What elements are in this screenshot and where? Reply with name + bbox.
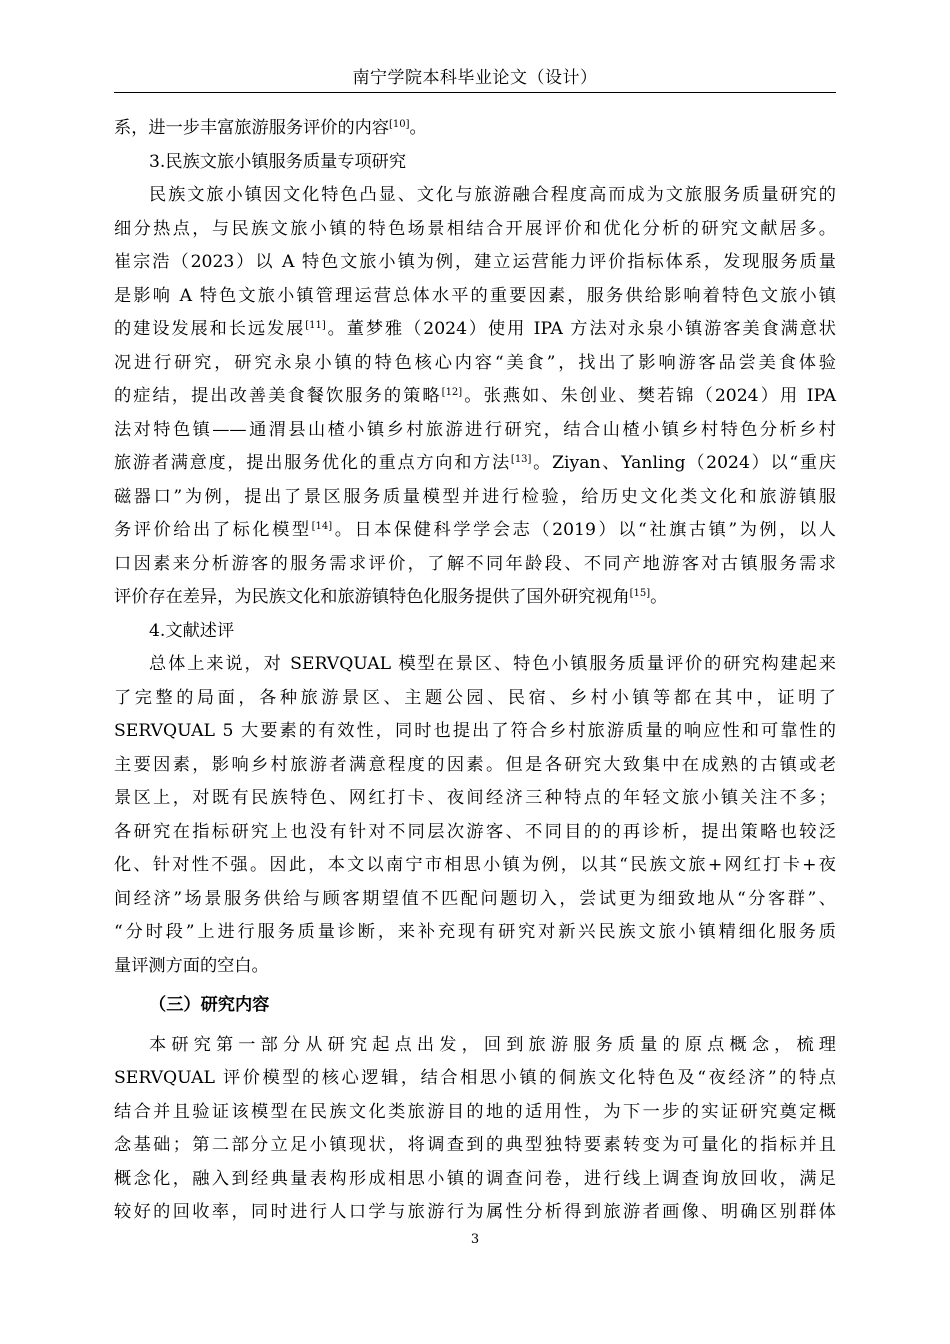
text-line: 磁器口”为例，提出了景区服务质量模型并进行检验，给历史文化类文化和旅游镇服 — [114, 486, 836, 507]
header-rule — [114, 92, 836, 93]
text-line: 量评测方面的空白。 — [114, 955, 269, 976]
citation: [13] — [510, 454, 532, 465]
section-heading: （三）研究内容 — [149, 995, 270, 1015]
page-number: 3 — [470, 1232, 480, 1247]
text-line: 的建设发展和长远发展[11]。董梦雅（2024）使用 IPA 方法对永泉小镇游客美食满意状 — [114, 319, 836, 339]
subsection-heading: 3.民族文旅小镇服务质量专项研究 — [149, 151, 407, 172]
text-line: SERVQUAL 评价模型的核心逻辑，结合相思小镇的侗族文化特色及“夜经济”的特点 — [114, 1068, 836, 1088]
text-line: 法对特色镇——通渭县山楂小镇乡村旅游进行研究，结合山楂小镇乡村特色分析乡村 — [114, 419, 836, 440]
text-line: 景区上，对既有民族特色、网红打卡、夜间经济三种特点的年轻文旅小镇关注不多； — [114, 788, 836, 808]
text-line: 民族文旅小镇因文化特色凸显、文化与旅游融合程度高而成为文旅服务质量研究的 — [149, 185, 836, 205]
citation: [10] — [389, 119, 410, 130]
text-line: 的症结，提出改善美食餐饮服务的策略[12]。张燕如、朱创业、樊若锦（2024）用 IPA — [114, 386, 836, 406]
text-line: SERVQUAL 5 大要素的有效性，同时也提出了符合乡村旅游质量的响应性和可靠性的 — [114, 721, 836, 741]
text-line: 主要因素，影响乡村旅游者满意程度的因素。但是各研究大致集中在成熟的古镇或老 — [114, 754, 836, 775]
text-line: 化、针对性不强。因此，本文以南宁市相思小镇为例，以其“民族文旅+网红打卡+夜 — [114, 855, 836, 875]
text-line: 务评价给出了标化模型[14]。日本保健科学学会志（2019）以“社旗古镇”为例，以人 — [114, 520, 836, 540]
text-line: 细分热点，与民族文旅小镇的特色场景相结合开展评价和优化分析的研究文献居多。 — [114, 218, 836, 239]
text-line: 况进行研究，研究永泉小镇的特色核心内容“美食”，找出了影响游客品尝美食体验 — [114, 352, 836, 373]
text-line: 口因素来分析游客的服务需求评价，了解不同年龄段、不同产地游客对古镇服务需求 — [114, 553, 836, 574]
text-line: 总体上来说，对 SERVQUAL 模型在景区、特色小镇服务质量评价的研究构建起来 — [149, 654, 836, 674]
text-line: “分时段”上进行服务质量诊断，来补充现有研究对新兴民族文旅小镇精细化服务质 — [114, 922, 836, 942]
text-line: 系，进一步丰富旅游服务评价的内容[10]。 — [114, 118, 427, 138]
text-line: 是影响 A 特色文旅小镇管理运营总体水平的重要因素，服务供给影响着特色文旅小镇 — [114, 285, 836, 306]
citation: [14] — [311, 521, 333, 532]
page-header-title: 南宁学院本科毕业论文（设计） — [352, 68, 598, 88]
citation: [11] — [305, 320, 326, 331]
citation: [15] — [629, 588, 651, 599]
text-line: 间经济”场景服务供给与顾客期望值不匹配问题切入，尝试更为细致地从“分客群”、 — [114, 888, 836, 909]
text-line: 念基础；第二部分立足小镇现状，将调查到的典型独特要素转变为可量化的指标并且 — [114, 1135, 836, 1155]
text-line: 较好的回收率，同时进行人口学与旅游行为属性分析得到旅游者画像、明确区别群体 — [114, 1202, 836, 1222]
text-line: 本研究第一部分从研究起点出发，回到旅游服务质量的原点概念，梳理 — [149, 1034, 836, 1055]
text-line: 概念化，融入到经典量表构形成相思小镇的调查问卷，进行线上调查询放回收，满足 — [114, 1168, 836, 1189]
text-line: 了完整的局面，各种旅游景区、主题公园、民宿、乡村小镇等都在其中，证明了 — [114, 687, 836, 708]
text-line: 评价存在差异，为民族文化和旅游镇特色化服务提供了国外研究视角[15]。 — [114, 587, 668, 607]
citation: [12] — [441, 387, 463, 398]
text-line: 结合并且验证该模型在民族文化类旅游目的地的适用性，为下一步的实证研究奠定概 — [114, 1101, 836, 1122]
subsection-heading: 4.文献述评 — [149, 620, 235, 641]
text-line: 崔宗浩（2023）以 A 特色文旅小镇为例，建立运营能力评价指标体系，发现服务质量 — [114, 252, 836, 272]
text-line: 旅游者满意度，提出服务优化的重点方向和方法[13]。Ziyan、Yanling（2024）以“重庆 — [114, 453, 836, 473]
text-line: 各研究在指标研究上也没有针对不同层次游客、不同目的的再诊析，提出策略也较泛 — [114, 821, 836, 842]
document-body — [114, 112, 836, 1230]
